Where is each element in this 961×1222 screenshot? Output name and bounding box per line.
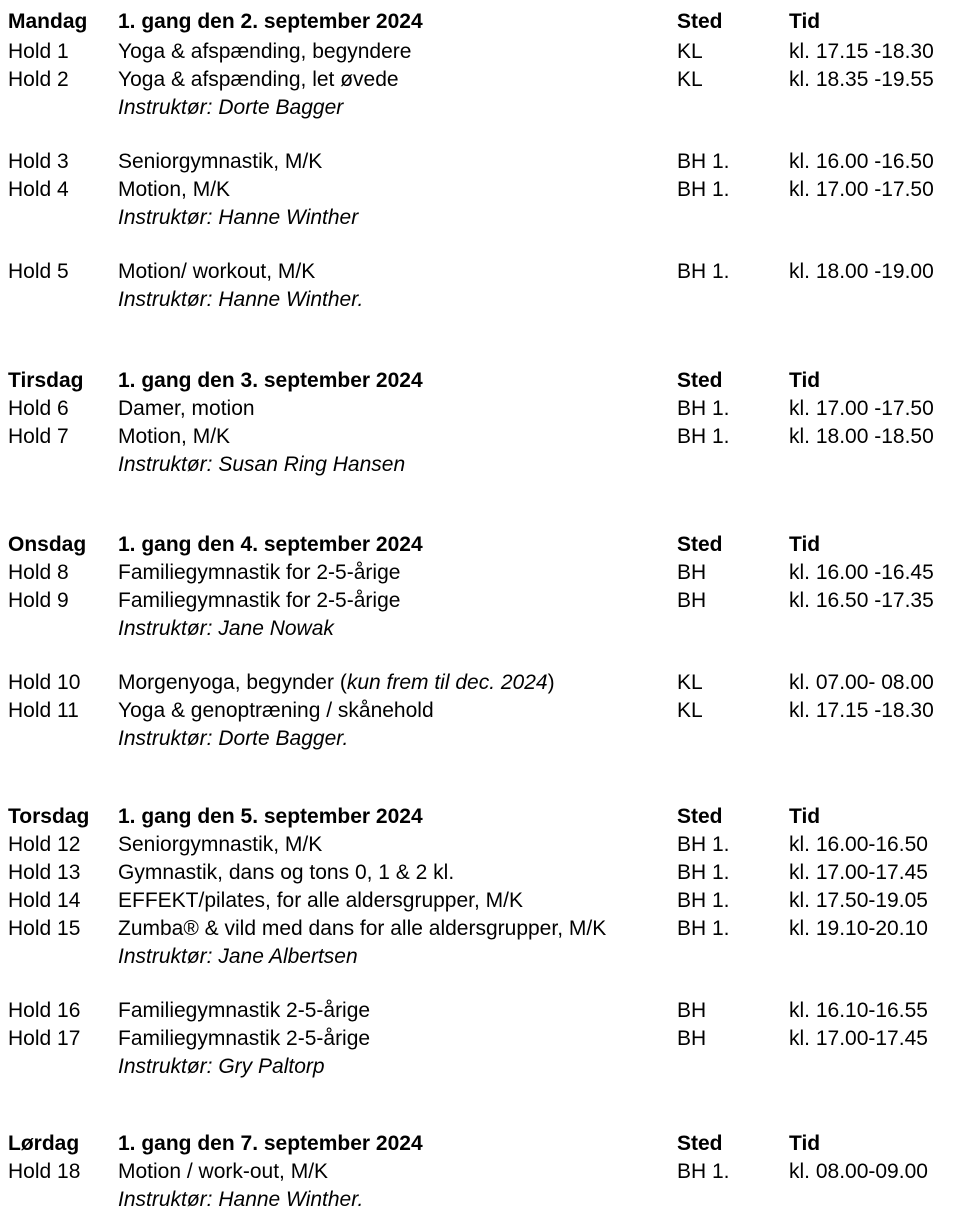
section-header-mandag [0,9,961,35]
place: BH 1. [677,889,730,912]
hold-label: Hold 12 [8,833,81,856]
activity: Zumba® & vild med dans for alle aldersgrupper, M/K [118,917,607,940]
place: BH 1. [677,1160,730,1183]
table-row [0,588,961,614]
place-header: Sted [677,1132,723,1155]
place: BH 1. [677,425,730,448]
time: kl. 17.00-17.45 [789,861,928,884]
place-header: Sted [677,533,723,556]
hold-label: Hold 11 [8,699,79,722]
instructor-line [0,452,961,478]
instructor-line [0,95,961,121]
instructor: Instruktør: Susan Ring Hansen [118,453,406,476]
hold-label: Hold 6 [8,397,69,420]
hold-label: Hold 14 [8,889,81,912]
table-row [0,832,961,858]
table-row [0,1026,961,1052]
section-header-torsdag [0,804,961,830]
hold-label: Hold 8 [8,561,69,584]
day-label: Mandag [8,10,88,33]
activity: Seniorgymnastik, M/K [118,150,323,173]
time: kl. 17.00 -17.50 [789,397,934,420]
activity: EFFEKT/pilates, for alle aldersgrupper, M/K [118,889,523,912]
activity [118,670,555,696]
time: kl. 18.35 -19.55 [789,68,934,91]
instructor: Instruktør: Hanne Winther [118,206,359,229]
instructor-line [0,205,961,231]
place: KL [677,68,703,91]
place-header: Sted [677,805,723,828]
activity: Damer, motion [118,397,255,420]
hold-label: Hold 15 [8,917,81,940]
activity: Familiegymnastik for 2-5-årige [118,589,401,612]
table-row [0,149,961,175]
start-date: 1. gang den 4. september 2024 [118,533,423,556]
table-row [0,998,961,1024]
time: kl. 16.50 -17.35 [789,589,934,612]
table-row [0,560,961,586]
table-row [0,916,961,942]
section-header-lordag [0,1131,961,1157]
place: BH 1. [677,917,730,940]
place-header: Sted [677,10,723,33]
hold-label: Hold 5 [8,260,69,283]
instructor-line [0,1187,961,1213]
place: BH 1. [677,861,730,884]
hold-label: Hold 2 [8,68,69,91]
instructor: Instruktør: Dorte Bagger. [118,727,349,750]
time: kl. 19.10-20.10 [789,917,928,940]
table-row [0,1159,961,1185]
instructor-line [0,726,961,752]
day-label: Lørdag [8,1132,80,1155]
start-date: 1. gang den 2. september 2024 [118,10,423,33]
activity: Motion, M/K [118,425,231,448]
hold-label: Hold 17 [8,1027,81,1050]
instructor-line [0,944,961,970]
table-row [0,177,961,203]
instructor: Instruktør: Jane Albertsen [118,945,358,968]
table-row [0,67,961,93]
place: BH 1. [677,178,730,201]
day-label: Torsdag [8,805,90,828]
instructor: Instruktør: Hanne Winther. [118,1188,364,1211]
time-header: Tid [789,369,821,392]
time: kl. 16.10-16.55 [789,999,928,1022]
activity-main: Morgenyoga, begynder ( [118,671,347,694]
table-row [0,860,961,886]
activity-note: kun frem til dec. 2024 [346,671,548,694]
table-row [0,396,961,422]
activity: Yoga & afspænding, begyndere [118,40,412,63]
time: kl. 08.00-09.00 [789,1160,928,1183]
section-header-tirsdag [0,368,961,394]
place: BH [677,1027,707,1050]
table-row [0,259,961,285]
instructor: Instruktør: Dorte Bagger [118,96,344,119]
table-row [0,670,961,696]
activity-end: ) [547,671,555,694]
place: KL [677,671,703,694]
activity: Yoga & genoptræning / skånehold [118,699,434,722]
instructor: Instruktør: Gry Paltorp [118,1055,325,1078]
instructor-line [0,1054,961,1080]
hold-label: Hold 1 [8,40,69,63]
instructor: Instruktør: Jane Nowak [118,617,334,640]
hold-label: Hold 16 [8,999,81,1022]
place: BH 1. [677,833,730,856]
day-label: Onsdag [8,533,87,556]
place: BH 1. [677,150,730,173]
hold-label: Hold 13 [8,861,81,884]
activity: Familiegymnastik 2-5-årige [118,999,371,1022]
activity: Motion, M/K [118,178,231,201]
time: kl. 18.00 -19.00 [789,260,934,283]
time: kl. 17.50-19.05 [789,889,928,912]
table-row [0,39,961,65]
place: BH [677,589,707,612]
instructor: Instruktør: Hanne Winther. [118,288,364,311]
time: kl. 16.00-16.50 [789,833,928,856]
hold-label: Hold 18 [8,1160,81,1183]
activity: Yoga & afspænding, let øvede [118,68,399,91]
time: kl. 17.00 -17.50 [789,178,934,201]
time: kl. 17.15 -18.30 [789,699,934,722]
table-row [0,888,961,914]
place-header: Sted [677,369,723,392]
section-header-onsdag [0,532,961,558]
day-label: Tirsdag [8,369,84,392]
table-row [0,698,961,724]
start-date: 1. gang den 3. september 2024 [118,369,423,392]
place: BH 1. [677,397,730,420]
activity: Familiegymnastik 2-5-årige [118,1027,371,1050]
time-header: Tid [789,1132,821,1155]
place: BH [677,999,707,1022]
activity: Gymnastik, dans og tons 0, 1 & 2 kl. [118,861,455,884]
time: kl. 17.15 -18.30 [789,40,934,63]
place: BH [677,561,707,584]
time: kl. 07.00- 08.00 [789,671,934,694]
hold-label: Hold 4 [8,178,69,201]
time: kl. 17.00-17.45 [789,1027,928,1050]
time-header: Tid [789,533,821,556]
activity: Familiegymnastik for 2-5-årige [118,561,401,584]
place: KL [677,40,703,63]
activity: Seniorgymnastik, M/K [118,833,323,856]
instructor-line [0,616,961,642]
time: kl. 16.00 -16.45 [789,561,934,584]
time-header: Tid [789,805,821,828]
place: KL [677,699,703,722]
start-date: 1. gang den 5. september 2024 [118,805,423,828]
hold-label: Hold 9 [8,589,69,612]
start-date: 1. gang den 7. september 2024 [118,1132,423,1155]
hold-label: Hold 7 [8,425,69,448]
table-row [0,424,961,450]
time-header: Tid [789,10,821,33]
hold-label: Hold 3 [8,150,69,173]
time: kl. 16.00 -16.50 [789,150,934,173]
activity: Motion/ workout, M/K [118,260,316,283]
instructor-line [0,287,961,313]
hold-label: Hold 10 [8,671,81,694]
place: BH 1. [677,260,730,283]
time: kl. 18.00 -18.50 [789,425,934,448]
activity: Motion / work-out, M/K [118,1160,329,1183]
